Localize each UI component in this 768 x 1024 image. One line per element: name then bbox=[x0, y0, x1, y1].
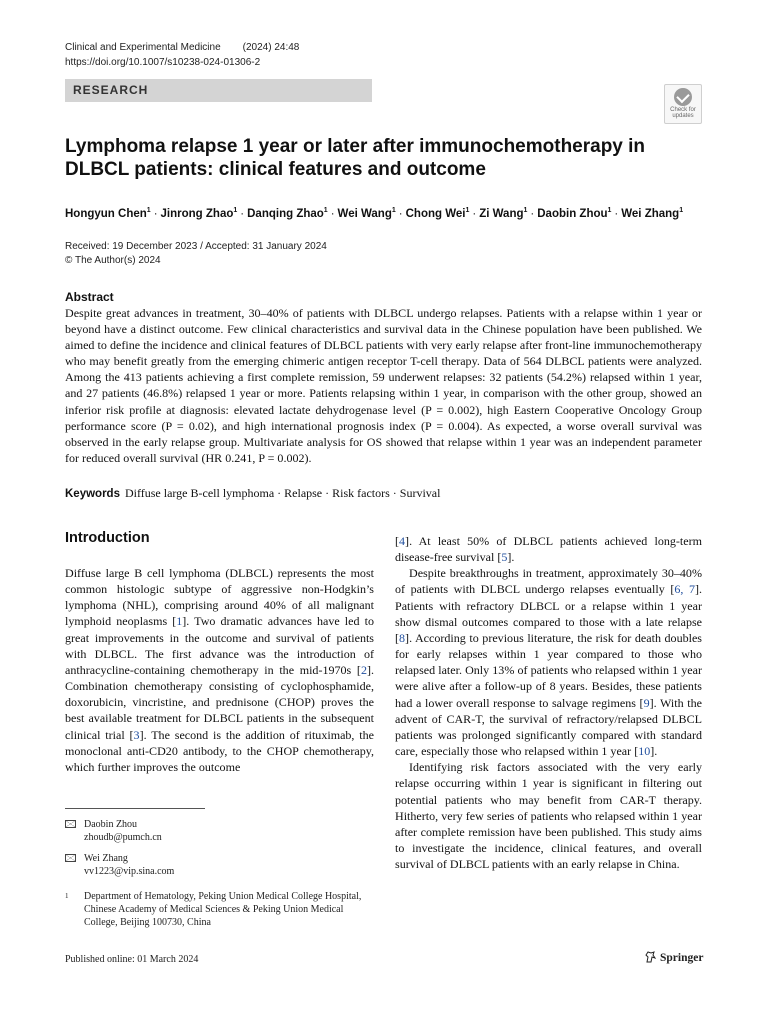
copyright: © The Author(s) 2024 bbox=[65, 255, 161, 266]
author-name[interactable]: Wei Wang bbox=[337, 207, 392, 220]
author-affiliation-mark: 1 bbox=[679, 207, 684, 214]
journal-volume: (2024) 24:48 bbox=[242, 42, 300, 53]
envelope-icon bbox=[65, 820, 76, 828]
citation-link[interactable]: 5 bbox=[501, 550, 508, 565]
author-affiliation-mark: 1 bbox=[233, 207, 238, 214]
author-separator: · bbox=[614, 207, 619, 220]
published-online: Published online: 01 March 2024 bbox=[65, 954, 199, 965]
badge-line1: Check for bbox=[670, 107, 696, 113]
author-name[interactable]: Hongyun Chen bbox=[65, 207, 147, 220]
contact-name: Daobin Zhou bbox=[84, 819, 138, 830]
author-affiliation-mark: 1 bbox=[323, 207, 328, 214]
abstract-body: Despite great advances in treatment, 30–40% of patients with DLBCL undergo relapses. Patients with a relapse within 1 year or beyond have a distinct outcome. Few clinical characteristics and survival data in the Chinese population have been published. We aimed to define the incidence and clinical features of DLBCL patients with very early relapse after front-line immunochemotherapy who may benefit greatly from the emerging chimeric antigen receptor T-cell therapy. Data of 564 DLBCL patients were analyzed. Among the 413 patients achieving a first complete remission, 59 underwent relapses: 32 patients (54.2%) relapsed within 1 year, and 27 patients (46.8%) relapsed 1 year or more. Patients relapsing within 1 year, in comparison with the other group, showed an inferior risk profile at diagnosis: elevated lactate dehydrogenase level (P = 0.002), high Eastern Cooperative Oncology Group performance score (P = 0.02), and high international prognosis index (P = 0.004). As expected, a worse overall survival was observed in the early relapse group. Multivariate analysis for OS showed that relapse within 1 year was an independent parameter for reduced overall survival (HR 0.241, P = 0.002). bbox=[65, 306, 702, 465]
badge-line2: updates bbox=[672, 113, 694, 119]
footnotes bbox=[65, 818, 374, 937]
keywords-heading: Keywords bbox=[65, 488, 120, 500]
corresponding-author-1 bbox=[65, 818, 374, 844]
check-for-updates-badge[interactable] bbox=[664, 84, 702, 124]
publisher-logo bbox=[645, 951, 703, 964]
citation-link[interactable]: 8 bbox=[399, 630, 406, 645]
keywords bbox=[65, 485, 705, 502]
author-separator: · bbox=[530, 207, 535, 220]
affiliation bbox=[65, 890, 374, 929]
introduction-heading: Introduction bbox=[65, 530, 150, 546]
author-separator: · bbox=[240, 207, 245, 220]
intro-paragraph-1: Diffuse large B cell lymphoma (DLBCL) represents the most common histologic subtype of aggressive non-Hodgkin’s lymphoma (NHL), comprising around 40% of all malignant lymphoid neoplasms [1]. Two dramatic advances have led to great improvements in the outcome and survival of patients with DLBCL. The first advance was the introduction of anthracycline-containing chemotherapy in the mid-1970s [2]. Combination chemotherapy consisting of cyclophosphamide, doxorubicin, vincristine, and prednisone (CHOP) proves the best available treatment for DLBCL patients in the subsequent clinical trial [3]. The second is the addition of rituximab, the monoclonal anti-CD20 antibody, to the CHOP chemotherapy, which further improves the outcome bbox=[65, 566, 374, 774]
author-separator: · bbox=[472, 207, 477, 220]
keywords-text: Diffuse large B-cell lymphoma · Relapse · Risk factors · Survival bbox=[124, 486, 441, 500]
author-name[interactable]: Chong Wei bbox=[405, 207, 466, 220]
citation-link[interactable]: 1 bbox=[176, 614, 183, 629]
intro-paragraph-3: Identifying risk factors associated with the very early relapse occurring within 1 year is significant in filtering out potential patients who may benefit from CAR-T therapy. Hitherto, very few series of patients who relapsed within 1 year after complete remission have been published. This study aims to investigate the incidence, clinical features, and overall survival of DLBCL patients with an early relapse in China. bbox=[395, 760, 702, 872]
footnote-divider bbox=[65, 808, 205, 809]
contact-email[interactable]: vv1223@vip.sina.com bbox=[84, 866, 175, 877]
intro-column-right bbox=[395, 533, 702, 872]
contact-email[interactable]: zhoudb@pumch.cn bbox=[84, 832, 162, 843]
intro-column-left bbox=[65, 565, 374, 775]
corresponding-author-2 bbox=[65, 852, 374, 878]
author-affiliation-mark: 1 bbox=[146, 207, 151, 214]
author-name[interactable]: Wei Zhang bbox=[621, 207, 680, 220]
citation-link[interactable]: 2 bbox=[360, 662, 367, 677]
author-name[interactable]: Jinrong Zhao bbox=[160, 207, 234, 220]
affiliation-text: Department of Hematology, Peking Union Medical College Hospital, Chinese Academy of Medical Sciences & Peking Union Medical College, Beijing 100730, China bbox=[84, 891, 362, 928]
author-affiliation-mark: 1 bbox=[391, 207, 396, 214]
affiliation-mark: 1 bbox=[65, 892, 69, 900]
publisher-name: Springer bbox=[660, 952, 704, 964]
author-name[interactable]: Zi Wang bbox=[479, 207, 524, 220]
envelope-icon bbox=[65, 854, 76, 862]
author-separator: · bbox=[398, 207, 403, 220]
citation-link[interactable]: 3 bbox=[133, 727, 140, 742]
author-affiliation-mark: 1 bbox=[465, 207, 470, 214]
abstract-heading: Abstract bbox=[65, 290, 114, 304]
received-accepted: Received: 19 December 2023 / Accepted: 31 January 2024 bbox=[65, 241, 327, 252]
journal-header bbox=[65, 40, 299, 70]
author-separator: · bbox=[330, 207, 335, 220]
contact-name: Wei Zhang bbox=[84, 853, 128, 864]
author-list bbox=[65, 203, 725, 222]
doi-link[interactable]: https://doi.org/10.1007/s10238-024-01306-2 bbox=[65, 57, 261, 68]
author-separator: · bbox=[153, 207, 158, 220]
intro-paragraph-2: Despite breakthroughs in treatment, approximately 30–40% of patients with DLBCL undergo relapses eventually [6, 7]. Patients with refractory DLBCL or a relapse within 1 year show dismal outcomes compared to those with a late relapse [8]. According to previous literature, the risk for death doubles for early relapses within 1 year compared to those who relapsed later. Only 13% of patients who relapsed within 1 year were alive after a follow-up of 8 years. Besides, these patients had a lower overall response to salvage regimens [9]. With the advent of CAR-T, the survival of refractory/relapsed DLBCL patients was prolonged significantly compared with standard care, especially those who relapsed within 1 year [10]. bbox=[395, 566, 703, 759]
section-banner: RESEARCH bbox=[65, 79, 372, 102]
author-affiliation-mark: 1 bbox=[607, 207, 612, 214]
citation-link[interactable]: 9 bbox=[643, 695, 650, 710]
springer-horse-icon bbox=[645, 951, 656, 963]
journal-name: Clinical and Experimental Medicine bbox=[65, 42, 221, 53]
article-title: Lymphoma relapse 1 year or later after immunochemotherapy in DLBCL patients: clinical features and outcome bbox=[65, 136, 646, 180]
author-affiliation-mark: 1 bbox=[523, 207, 528, 214]
check-updates-icon bbox=[674, 88, 692, 106]
citation-link[interactable]: 10 bbox=[638, 744, 651, 759]
citation-link[interactable]: 4 bbox=[399, 534, 406, 548]
intro-paragraph-1-cont: [4]. At least 50% of DLBCL patients achieved long-term disease-free survival [5]. bbox=[395, 534, 702, 565]
citation-link[interactable]: 6, 7 bbox=[674, 582, 695, 597]
author-name[interactable]: Daobin Zhou bbox=[537, 207, 608, 220]
article-dates bbox=[65, 240, 327, 268]
author-name[interactable]: Danqing Zhao bbox=[247, 207, 324, 220]
